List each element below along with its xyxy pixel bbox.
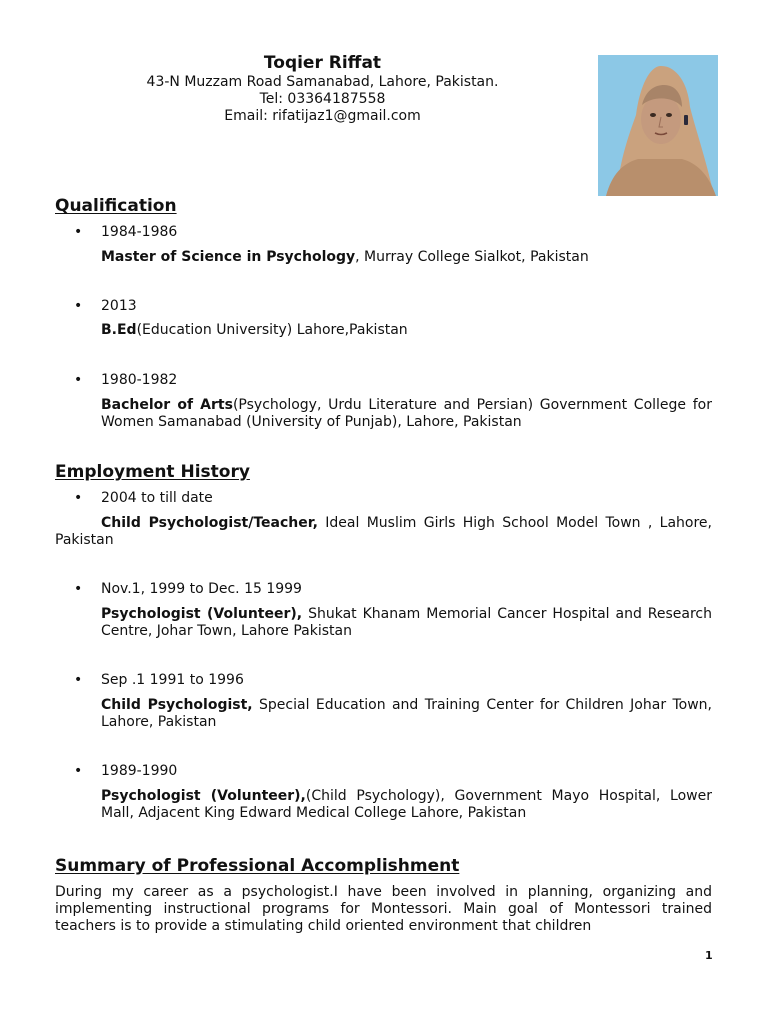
qualification-entry — [101, 322, 712, 339]
job-title: Psychologist (Volunteer), — [101, 606, 303, 622]
profile-photo — [598, 55, 718, 196]
qualification-period: 1980-1982 — [101, 372, 178, 388]
qualification-period: 2013 — [101, 298, 137, 314]
employment-heading: Employment History — [55, 462, 250, 482]
applicant-name: Toqier Riffat — [263, 53, 382, 73]
job-title: Child Psychologist/Teacher, — [101, 515, 318, 531]
employment-entry — [101, 697, 712, 731]
employment-entry — [101, 606, 712, 640]
qualification-entry — [101, 249, 712, 266]
bullet: • — [74, 672, 83, 688]
job-title: Psychologist (Volunteer), — [101, 788, 306, 804]
qualification-entry — [101, 397, 712, 431]
employment-entry — [101, 788, 712, 822]
job-title: Child Psychologist, — [101, 697, 253, 713]
telephone: Tel: 03364187558 — [259, 91, 386, 107]
bullet: • — [74, 224, 83, 240]
degree-name: B.Ed — [101, 322, 137, 338]
employment-period: 1989-1990 — [101, 763, 178, 779]
address: 43-N Muzzam Road Samanabad, Lahore, Pakistan. — [146, 74, 499, 90]
bullet: • — [74, 298, 83, 314]
bullet: • — [74, 581, 83, 597]
degree-name: Master of Science in Psychology — [101, 249, 356, 265]
employment-period: Nov.1, 1999 to Dec. 15 1999 — [101, 581, 302, 597]
bullet: • — [74, 490, 83, 506]
summary-text: During my career as a psychologist.I have been involved in planning, organizing and implementing instructional programs for Montessori. Main goal of Montessori trained teachers is to provide a stimulating child oriented environment that children — [55, 884, 712, 934]
employment-period: Sep .1 1991 to 1996 — [101, 672, 244, 688]
summary-heading: Summary of Professional Accomplishment — [55, 856, 460, 876]
cv-header — [55, 52, 590, 125]
degree-detail: (Education University) Lahore,Pakistan — [136, 322, 408, 338]
degree-name: Bachelor of Arts — [101, 397, 233, 413]
job-detail: Shukat Khanam Memorial Cancer Hospital and Research Centre, Johar Town, Lahore Pakistan — [101, 606, 713, 639]
degree-detail: (Psychology, Urdu Literature and Persian) Government College for Women Samanabad (University of Punjab), Lahore, Pakistan — [101, 397, 712, 430]
employment-period: 2004 to till date — [101, 490, 213, 506]
page-number: 1 — [705, 949, 713, 962]
degree-detail: , Murray College Sialkot, Pakistan — [355, 249, 589, 265]
employment-entry — [55, 515, 712, 549]
bullet: • — [74, 763, 83, 779]
qualification-period: 1984-1986 — [101, 224, 178, 240]
job-detail: Ideal Muslim Girls High School Model Town , Lahore, Pakistan — [55, 515, 712, 548]
job-detail: Special Education and Training Center for Children Johar Town, Lahore, Pakistan — [101, 697, 712, 730]
email: Email: rifatijaz1@gmail.com — [224, 108, 421, 124]
bullet: • — [74, 372, 83, 388]
qualification-heading: Qualification — [55, 196, 177, 216]
job-detail: (Child Psychology), Government Mayo Hospital, Lower Mall, Adjacent King Edward Medical College Lahore, Pakistan — [101, 788, 712, 821]
